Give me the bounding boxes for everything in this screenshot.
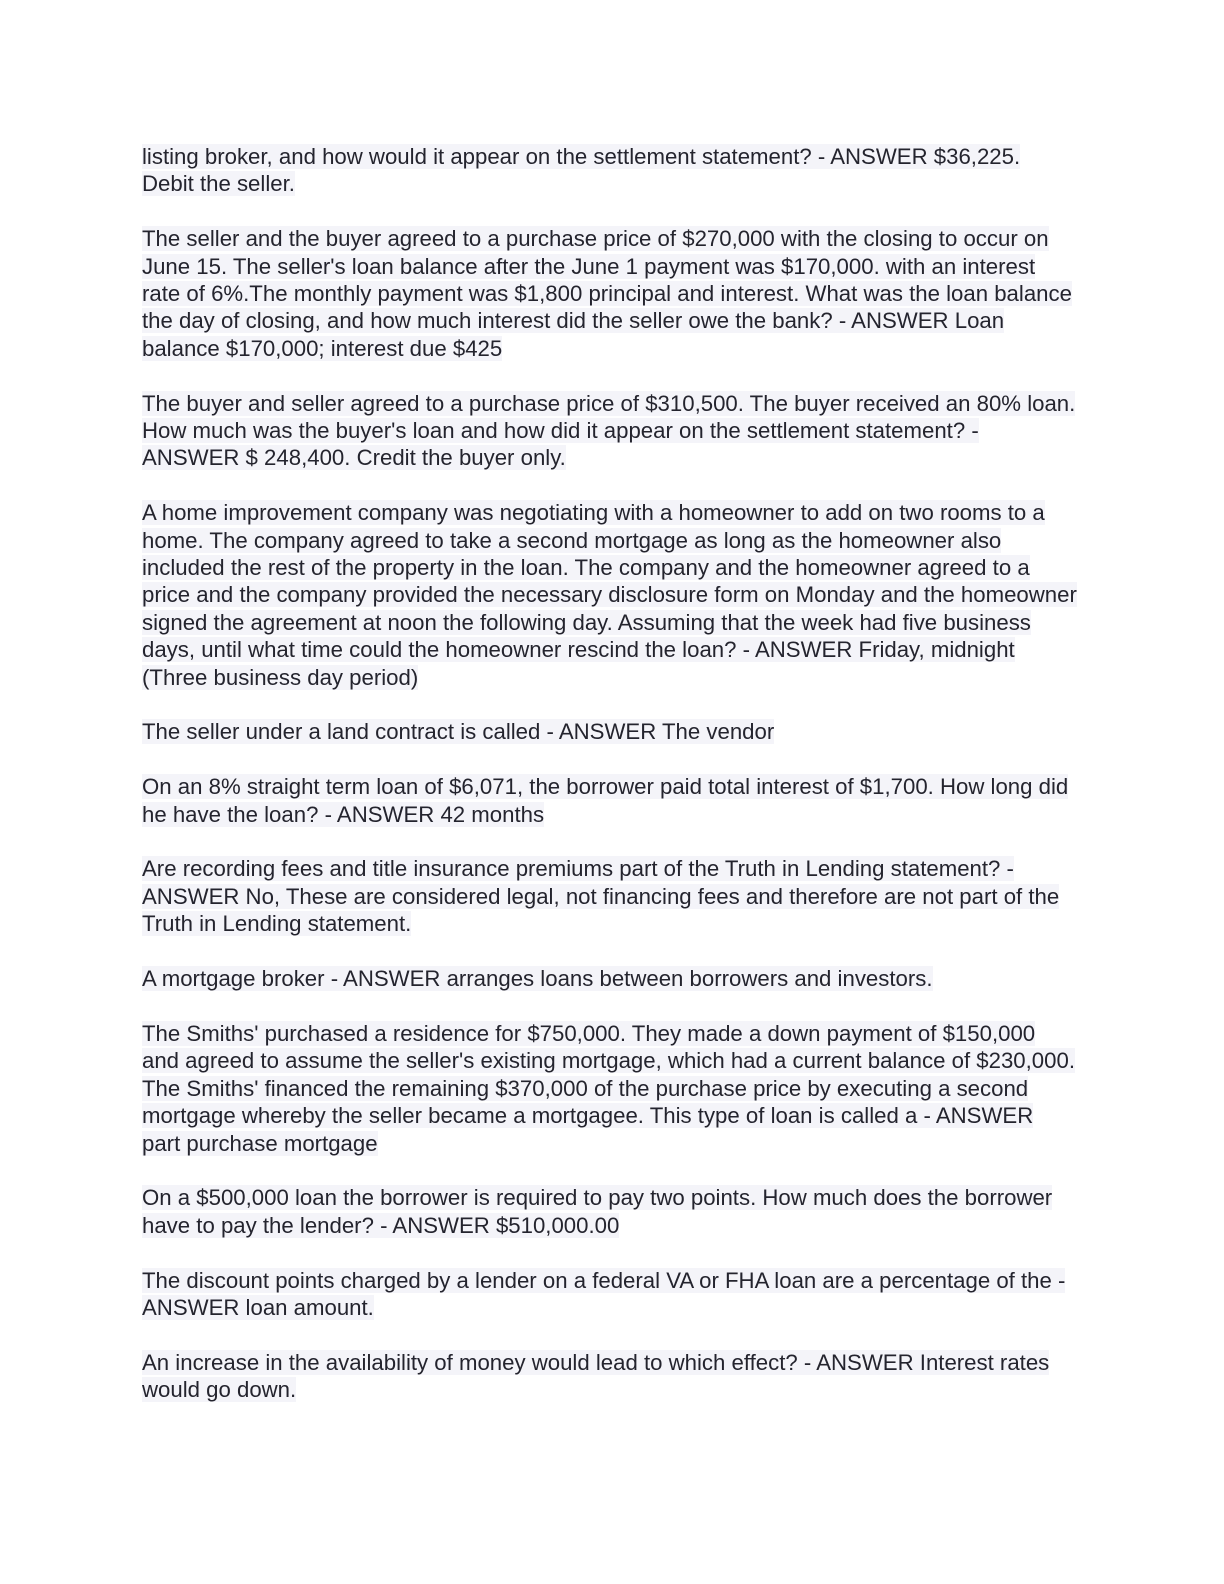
qa-paragraph [142, 1020, 1077, 1157]
qa-paragraph [142, 1349, 1077, 1404]
qa-paragraph [142, 855, 1077, 937]
qa-text: A home improvement company was negotiating with a homeowner to add on two rooms to a home. The company agreed to take a second mortgage as long as the homeowner also included the rest of the property in the loan. The company and the homeowner agreed to a price and the company provided the necessary disclosure form on Monday and the homeowner signed the agreement at noon the following day. Assuming that the week had five business days, until what time could the homeowner rescind the loan? - ANSWER Friday, midnight (Three business day period) [142, 500, 1077, 690]
qa-text: A mortgage broker - ANSWER arranges loans between borrowers and investors. [142, 966, 933, 992]
qa-text: On a $500,000 loan the borrower is required to pay two points. How much does the borrower have to pay the lender? - ANSWER $510,000.00 [142, 1185, 1053, 1238]
qa-text: listing broker, and how would it appear on the settlement statement? - ANSWER $36,225. Debit the seller. [142, 144, 1021, 197]
qa-paragraph [142, 718, 1077, 745]
qa-paragraph [142, 773, 1077, 828]
qa-paragraph [142, 390, 1077, 472]
qa-paragraph [142, 1267, 1077, 1322]
qa-text: The discount points charged by a lender on a federal VA or FHA loan are a percentage of the - ANSWER loan amount. [142, 1267, 1066, 1320]
qa-paragraph [142, 143, 1077, 198]
qa-paragraph [142, 965, 1077, 992]
qa-paragraph [142, 225, 1077, 362]
qa-paragraph [142, 1184, 1077, 1239]
qa-text: On an 8% straight term loan of $6,071, the borrower paid total interest of $1,700. How long did he have the loan? - ANSWER 42 months [142, 774, 1069, 827]
qa-text: The buyer and seller agreed to a purchase price of $310,500. The buyer received an 80% loan. How much was the buyer's loan and how did it appear on the settlement statement? - ANSWER $ 248,400. Credit the buyer only. [142, 390, 1076, 471]
qa-text: The Smiths' purchased a residence for $750,000. They made a down payment of $150,000 and agreed to assume the seller's existing mortgage, which had a current balance of $230,000. The Smiths' financed the remaining $370,000 of the purchase price by executing a second mortgage whereby the seller became a mortgagee. This type of loan is called a - ANSWER part purchase mortgage [142, 1020, 1075, 1156]
qa-text: An increase in the availability of money would lead to which effect? - ANSWER Interest rates would go down. [142, 1349, 1050, 1403]
qa-text: The seller under a land contract is called - ANSWER The vendor [142, 719, 775, 745]
document-body [142, 143, 1077, 1431]
qa-paragraph [142, 499, 1077, 691]
qa-text: The seller and the buyer agreed to a purchase price of $270,000 with the closing to occur on June 15. The seller's loan balance after the June 1 payment was $170,000. with an interest rate of 6%.The monthly payment was $1,800 principal and interest. What was the loan balance the day of closing, and how much interest did the seller owe the bank? - ANSWER Loan balance $170,000; interest due $425 [142, 226, 1072, 361]
qa-text: Are recording fees and title insurance premiums part of the Truth in Lending statement? - ANSWER No, These are considered legal, not financing fees and therefore are not part of the Truth in Lending statement. [142, 856, 1060, 937]
